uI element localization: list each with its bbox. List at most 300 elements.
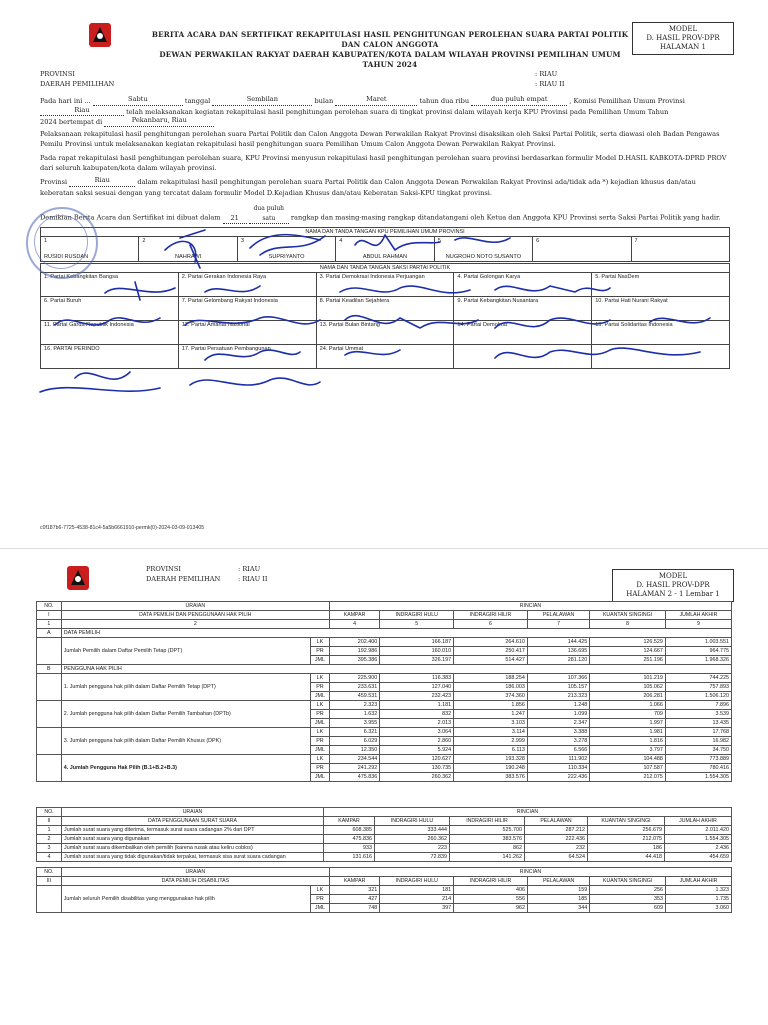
row-number-cell: 3 bbox=[37, 844, 62, 853]
col-rincian: RINCIAN bbox=[329, 602, 731, 611]
party-cell: 8. Partai Keadilan Sejahtera bbox=[316, 297, 454, 321]
text-komisi: , Komisi Pemilihan Umum Provinsi bbox=[569, 97, 685, 105]
col-kampar: KAMPAR bbox=[329, 877, 379, 886]
value-cell: 3.103 bbox=[454, 719, 528, 728]
section-number: III bbox=[37, 877, 62, 886]
table-row bbox=[37, 728, 732, 737]
gender-cell: PR bbox=[311, 737, 330, 746]
value-cell: 250.417 bbox=[454, 647, 528, 656]
value-cell: 374.360 bbox=[454, 692, 528, 701]
dapil-label-2: DAERAH PEMILIHAN bbox=[146, 575, 221, 583]
row-group-label: DATA PEMILIH bbox=[61, 629, 731, 638]
row-code: A bbox=[37, 629, 62, 638]
value-cell: 333.444 bbox=[375, 826, 450, 835]
value-cell: 1.323 bbox=[666, 886, 732, 895]
value-cell: 213.323 bbox=[527, 692, 589, 701]
col-pelalawan: PELALAWAN bbox=[527, 877, 589, 886]
party-cell: 1. Partai Kebangkitan Bangsa bbox=[41, 273, 179, 297]
party-cell: 10. Partai Hati Nurani Rakyat bbox=[592, 297, 730, 321]
row-number-cell bbox=[37, 638, 62, 665]
dapil-value-2: : RIAU II bbox=[238, 575, 268, 583]
value-cell: 6.321 bbox=[329, 728, 379, 737]
value-cell: 757.893 bbox=[665, 683, 731, 692]
text-bertempat: 2024 bertempat di bbox=[40, 118, 103, 127]
provinsi-label: PROVINSI bbox=[40, 70, 75, 78]
table-row bbox=[37, 701, 732, 710]
value-cell: 234.544 bbox=[329, 755, 379, 764]
value-cell: 256 bbox=[590, 886, 666, 895]
value-cell: 241.292 bbox=[329, 764, 379, 773]
col-uraian: URAIAN bbox=[62, 808, 324, 817]
row-group-label: PENGGUNA HAK PILIH bbox=[61, 665, 731, 674]
gender-cell: LK bbox=[311, 674, 330, 683]
col-indragiri-hilir: INDRAGIRI HILIR bbox=[450, 817, 525, 826]
value-cell: 454.659 bbox=[665, 853, 732, 862]
party-cell: 4. Partai Golongan Karya bbox=[454, 273, 592, 297]
value-cell: 212.075 bbox=[590, 773, 666, 782]
value-cell: 964.775 bbox=[665, 647, 731, 656]
row-number-cell bbox=[37, 674, 62, 701]
col-index: 5 bbox=[380, 620, 454, 629]
gender-cell: JML bbox=[311, 746, 330, 755]
rangkap-number: 21 bbox=[223, 214, 247, 225]
row-code: B bbox=[37, 665, 62, 674]
section-number: I bbox=[37, 611, 62, 620]
value-cell: 6.029 bbox=[329, 737, 379, 746]
provinsi-field-2: Riau bbox=[69, 176, 135, 187]
col-index: 6 bbox=[454, 620, 528, 629]
col-kuantan-singingi: KUANTAN SINGINGI bbox=[590, 877, 666, 886]
value-cell: 264.610 bbox=[454, 638, 528, 647]
section-title: DATA PEMILIH DISABILITAS bbox=[61, 877, 329, 886]
dapil-value: : RIAU II bbox=[535, 80, 565, 88]
value-cell: 13.435 bbox=[665, 719, 731, 728]
kpu-header: NAMA DAN TANDA TANGAN KPU PEMILIHAN UMUM PROVINSI bbox=[41, 228, 730, 237]
table-row bbox=[37, 844, 732, 853]
value-cell: 773.889 bbox=[665, 755, 731, 764]
row-number-cell bbox=[37, 701, 62, 728]
row-number-cell: 1 bbox=[37, 826, 62, 835]
value-cell: 192.986 bbox=[329, 647, 379, 656]
section-title: DATA PEMILIH DAN PENGGUNAAN HAK PILIH bbox=[61, 611, 329, 620]
value-cell: 5.924 bbox=[380, 746, 454, 755]
paragraph-rapat: Pada rapat rekapitulasi hasil penghitungan perolehan suara, KPU Provinsi menyusun rekapitulasi hasil penghitungan perolehan suara provinsi berdasarkan formulir Model D.HASIL KABKOTA-DPRD PROV dari seluruh kabupaten/kota dalam wilayah provinsi. bbox=[40, 154, 727, 172]
kpu-member-cell: 5 NUGROHO NOTO SUSANTO bbox=[434, 237, 532, 262]
value-cell: 3.064 bbox=[380, 728, 454, 737]
value-cell: 832 bbox=[380, 710, 454, 719]
text-rangkap: rangkap dan masing-masing rangkap ditandatangani oleh Ketua dan Anggota KPU Provinsi serta Saksi Partai Politik yang hadir. bbox=[290, 213, 721, 222]
tanggal-field: Sembilan bbox=[212, 95, 312, 106]
row-label: Jumlah seluruh Pemilih disabilitas yang menggunakan hak pilih bbox=[61, 886, 310, 913]
value-cell: 397 bbox=[380, 904, 454, 913]
value-cell: 185 bbox=[527, 895, 589, 904]
kpu-member-cell: 7 bbox=[631, 237, 729, 262]
party-cell: 7. Partai Gelombang Rakyat Indonesia bbox=[178, 297, 316, 321]
text-telah-melaksanakan: telah melaksanakan kegiatan rekapitulasi hasil penghitungan perolehan suara di tingkat provinsi dalam wilayah kerja KPU Provinsi pada Pemilihan Umum Tahun bbox=[126, 107, 669, 116]
paragraph-pelaksanaan: Pelaksanaan rekapitulasi hasil penghitungan perolehan suara Partai Politik dan Calon Anggota Dewan Perwakilan Rakyat Provinsi disaksikan oleh Saksi Partai Politik, serta diawasi oleh Badan Pengawas Pemilu Provinsi untuk melaksanakan kegiatan rekapitulasi hasil penghitungan suara Pemilihan Umum Calon Anggota Dewan Perwakilan Rakyat Provinsi. bbox=[40, 130, 720, 148]
saksi-header: NAMA DAN TANDA TANGAN SAKSI PARTAI POLITIK bbox=[41, 264, 730, 273]
value-cell: 1.247 bbox=[454, 710, 528, 719]
section-number: II bbox=[37, 817, 62, 826]
value-cell: 64.524 bbox=[525, 853, 588, 862]
kpu-member-cell: 3 SUPRIYANTO bbox=[237, 237, 335, 262]
rangkap-words: dua puluh satu bbox=[249, 204, 289, 224]
gender-cell: LK bbox=[311, 638, 330, 647]
value-cell: 514.427 bbox=[454, 656, 528, 665]
value-cell: 131.616 bbox=[324, 853, 375, 862]
value-cell: 406 bbox=[454, 886, 528, 895]
value-cell: 105.062 bbox=[590, 683, 666, 692]
value-cell: 214 bbox=[380, 895, 454, 904]
value-cell: 188.254 bbox=[454, 674, 528, 683]
row-number-cell bbox=[37, 886, 62, 913]
value-cell: 1.248 bbox=[527, 701, 589, 710]
col-index: 7 bbox=[527, 620, 589, 629]
model-page: HALAMAN 1 bbox=[660, 43, 706, 51]
value-cell: 232.423 bbox=[380, 692, 454, 701]
col-kuantan-singingi: KUANTAN SINGINGI bbox=[590, 611, 666, 620]
section-title: DATA PENGGUNAAN SURAT SUARA bbox=[62, 817, 324, 826]
value-cell: 105.157 bbox=[527, 683, 589, 692]
value-cell: 12.350 bbox=[329, 746, 379, 755]
gender-cell: JML bbox=[311, 656, 330, 665]
col-indragiri-hilir: INDRAGIRI HILIR bbox=[454, 611, 528, 620]
col-index: 2 bbox=[61, 620, 329, 629]
value-cell: 260.362 bbox=[380, 773, 454, 782]
value-cell: 251.196 bbox=[590, 656, 666, 665]
value-cell: 933 bbox=[324, 844, 375, 853]
value-cell: 1.981 bbox=[590, 728, 666, 737]
value-cell: 222.436 bbox=[525, 835, 588, 844]
value-cell: 144.425 bbox=[527, 638, 589, 647]
col-uraian: URAIAN bbox=[61, 868, 329, 877]
value-cell: 962 bbox=[454, 904, 528, 913]
kpu-member-cell: 1 RUSIDI RUSDAN bbox=[41, 237, 139, 262]
bulan-field: Maret bbox=[335, 95, 417, 106]
table-row bbox=[37, 886, 732, 895]
model-box-2 bbox=[612, 569, 734, 602]
col-index: 4 bbox=[329, 620, 379, 629]
row-number-cell bbox=[37, 755, 62, 782]
col-no: NO. bbox=[37, 868, 62, 877]
value-cell: 287.212 bbox=[525, 826, 588, 835]
value-cell: 116.383 bbox=[380, 674, 454, 683]
value-cell: 72.839 bbox=[375, 853, 450, 862]
gender-cell: PR bbox=[311, 710, 330, 719]
col-index: 9 bbox=[665, 620, 731, 629]
party-cell: 13. Partai Bulan Bintang bbox=[316, 321, 454, 345]
value-cell: 127.040 bbox=[380, 683, 454, 692]
kpu-member-cell: 6 bbox=[533, 237, 631, 262]
value-cell: 126.529 bbox=[590, 638, 666, 647]
value-cell: 2.347 bbox=[527, 719, 589, 728]
value-cell: 1.506.120 bbox=[665, 692, 731, 701]
value-cell: 212.075 bbox=[588, 835, 665, 844]
value-cell: 225.900 bbox=[329, 674, 379, 683]
value-cell: 34.750 bbox=[665, 746, 731, 755]
value-cell: 281.120 bbox=[527, 656, 589, 665]
gender-cell: JML bbox=[311, 773, 330, 782]
gender-cell: JML bbox=[311, 904, 330, 913]
value-cell: 475.836 bbox=[324, 835, 375, 844]
col-pelalawan: PELALAWAN bbox=[527, 611, 589, 620]
kpu-member-name: ABDUL RAHMAN bbox=[362, 254, 408, 260]
tempat-field: Pekanbaru, Riau bbox=[104, 116, 214, 127]
party-cell: 15. Partai Solidaritas Indonesia bbox=[592, 321, 730, 345]
party-cell: 5. Partai NasDem bbox=[592, 273, 730, 297]
col-jumlah-akhir: JUMLAH AKHIR bbox=[666, 877, 732, 886]
model-code-2: D. HASIL PROV-DPR bbox=[636, 581, 710, 589]
col-no: NO. bbox=[37, 602, 62, 611]
table-row bbox=[37, 755, 732, 764]
col-pelalawan: PELALAWAN bbox=[525, 817, 588, 826]
table-row bbox=[37, 638, 732, 647]
value-cell: 186.003 bbox=[454, 683, 528, 692]
value-cell: 107.587 bbox=[590, 764, 666, 773]
col-rincian: RINCIAN bbox=[329, 868, 731, 877]
party-cell: 6. Partai Buruh bbox=[41, 297, 179, 321]
value-cell: 1.997 bbox=[590, 719, 666, 728]
value-cell: 2.323 bbox=[329, 701, 379, 710]
table-section-2 bbox=[36, 807, 732, 862]
value-cell: 2.860 bbox=[380, 737, 454, 746]
sheet-page-2 bbox=[0, 548, 768, 1025]
model-page-2: HALAMAN 2 - 1 Lembar 1 bbox=[626, 590, 720, 598]
gender-cell: LK bbox=[311, 886, 330, 895]
model-label: MODEL bbox=[668, 25, 698, 33]
value-cell: 107.366 bbox=[527, 674, 589, 683]
col-kampar: KAMPAR bbox=[324, 817, 375, 826]
row-label: 2. Jumlah pengguna hak pilih dalam Daftar Pemilih Tambahan (DPTb) bbox=[61, 701, 310, 728]
value-cell: 120.627 bbox=[380, 755, 454, 764]
col-indragiri-hulu: INDRAGIRI HULU bbox=[380, 611, 454, 620]
value-cell: 16.982 bbox=[665, 737, 731, 746]
value-cell: 130.735 bbox=[380, 764, 454, 773]
value-cell: 17.768 bbox=[665, 728, 731, 737]
value-cell: 1.003.551 bbox=[665, 638, 731, 647]
value-cell: 233.631 bbox=[329, 683, 379, 692]
value-cell: 344 bbox=[527, 904, 589, 913]
col-indragiri-hulu: INDRAGIRI HULU bbox=[380, 877, 454, 886]
value-cell: 223 bbox=[375, 844, 450, 853]
col-indragiri-hilir: INDRAGIRI HILIR bbox=[454, 877, 528, 886]
value-cell: 395.386 bbox=[329, 656, 379, 665]
model-label-2: MODEL bbox=[658, 572, 688, 580]
row-label: 3. Jumlah pengguna hak pilih dalam Daftar Pemilih Khusus (DPK) bbox=[61, 728, 310, 755]
value-cell: 124.667 bbox=[590, 647, 666, 656]
value-cell: 609 bbox=[590, 904, 666, 913]
value-cell: 709 bbox=[590, 710, 666, 719]
value-cell: 166.187 bbox=[380, 638, 454, 647]
party-cell: 17. Partai Persatuan Pembangunan bbox=[178, 345, 316, 369]
value-cell: 1.099 bbox=[527, 710, 589, 719]
document-hash: c0f187b6-7725-4538-81c4-5a5b6661910-permk(0)-2024-03-09-013405 bbox=[40, 525, 205, 531]
hari-field: Sabtu bbox=[93, 95, 183, 106]
table-row bbox=[37, 853, 732, 862]
col-jumlah-akhir: JUMLAH AKHIR bbox=[665, 611, 731, 620]
kpu-member-name: SUPRIYANTO bbox=[268, 254, 305, 260]
kpu-member-name: NAHRAWI bbox=[175, 254, 202, 260]
kpu-member-name: RUSIDI RUSDAN bbox=[44, 254, 89, 260]
value-cell: 1.816 bbox=[590, 737, 666, 746]
row-label: Jumlah surat suara yang tidak digunakan/tidak terpakai, termasuk sisa surat suara cadangan bbox=[62, 853, 324, 862]
value-cell: 141.262 bbox=[450, 853, 525, 862]
provinsi-label-2: PROVINSI bbox=[146, 565, 181, 573]
value-cell: 3.388 bbox=[527, 728, 589, 737]
text-demikian: Demikian Berita Acara dan Sertifikat ini dibuat dalam bbox=[40, 213, 221, 222]
value-cell: 748 bbox=[329, 904, 379, 913]
provinsi-value: : RIAU bbox=[535, 70, 558, 78]
value-cell: 136.695 bbox=[527, 647, 589, 656]
gender-cell: LK bbox=[311, 728, 330, 737]
value-cell: 44.418 bbox=[588, 853, 665, 862]
title-line-2: DEWAN PERWAKILAN RAKYAT DAERAH KABUPATEN/KOTA DALAM WILAYAH PROVINSI PEMILIHAN UMUM TAHUN 2024 bbox=[159, 50, 621, 69]
value-cell: 321 bbox=[329, 886, 379, 895]
value-cell: 3.278 bbox=[527, 737, 589, 746]
party-cell: 11. Partai Garda Republik Indonesia bbox=[41, 321, 179, 345]
col-uraian: URAIAN bbox=[61, 602, 329, 611]
party-cell: 2. Partai Gerakan Indonesia Raya bbox=[178, 273, 316, 297]
gender-cell: PR bbox=[311, 764, 330, 773]
gender-cell: LK bbox=[311, 755, 330, 764]
value-cell: 111.902 bbox=[527, 755, 589, 764]
value-cell: 353 bbox=[590, 895, 666, 904]
value-cell: 110.334 bbox=[527, 764, 589, 773]
title-line-1: BERITA ACARA DAN SERTIFIKAT REKAPITULASI HASIL PENGHITUNGAN PEROLEHAN SUARA PARTAI POLITIK DAN CALON ANGGOTA bbox=[151, 30, 629, 49]
value-cell: 160.010 bbox=[380, 647, 454, 656]
row-label: Jumlah surat suara yang diterima, termasuk surat suara cadangan 2% dari DPT bbox=[62, 826, 324, 835]
value-cell: 260.362 bbox=[375, 835, 450, 844]
row-label: Jumlah surat suara dikembalikan oleh pemilih (karena rusak atau keliru coblos) bbox=[62, 844, 324, 853]
row-number-cell bbox=[37, 728, 62, 755]
col-kuantan-singingi: KUANTAN SINGINGI bbox=[588, 817, 665, 826]
kpu-logo-icon bbox=[66, 565, 90, 591]
value-cell: 3.955 bbox=[329, 719, 379, 728]
value-cell: 1.632 bbox=[329, 710, 379, 719]
value-cell: 1.735 bbox=[666, 895, 732, 904]
value-cell: 104.488 bbox=[590, 755, 666, 764]
row-label: Jumlah surat suara yang digunakan bbox=[62, 835, 324, 844]
value-cell: 326.197 bbox=[380, 656, 454, 665]
value-cell: 232 bbox=[525, 844, 588, 853]
value-cell: 525.700 bbox=[450, 826, 525, 835]
row-label: 1. Jumlah pengguna hak pilih dalam Daftar Pemilih Tetap (DPT) bbox=[61, 674, 310, 701]
value-cell: 744.225 bbox=[665, 674, 731, 683]
provinsi-value-2: : RIAU bbox=[238, 565, 261, 573]
gender-cell: JML bbox=[311, 692, 330, 701]
col-index: 8 bbox=[590, 620, 666, 629]
table-section-3 bbox=[36, 867, 732, 913]
kpu-member-cell: 4 ABDUL RAHMAN bbox=[336, 237, 434, 262]
value-cell: 206.281 bbox=[590, 692, 666, 701]
dapil-label: DAERAH PEMILIHAN bbox=[40, 80, 115, 88]
value-cell: 1.968.326 bbox=[665, 656, 731, 665]
value-cell: 556 bbox=[454, 895, 528, 904]
value-cell: 2.011.420 bbox=[665, 826, 732, 835]
text-pada-hari: Pada hari ini ... bbox=[40, 97, 91, 105]
value-cell: 101.219 bbox=[590, 674, 666, 683]
gender-cell: JML bbox=[311, 719, 330, 728]
provinsi-field: Riau bbox=[40, 106, 124, 117]
value-cell: 862 bbox=[450, 844, 525, 853]
value-cell: 383.576 bbox=[454, 773, 528, 782]
value-cell: 1.554.305 bbox=[665, 773, 731, 782]
value-cell: 3.060 bbox=[666, 904, 732, 913]
col-no: NO. bbox=[37, 808, 62, 817]
value-cell: 6.113 bbox=[454, 746, 528, 755]
value-cell: 1.856 bbox=[454, 701, 528, 710]
value-cell: 608.385 bbox=[324, 826, 375, 835]
value-cell: 202.400 bbox=[329, 638, 379, 647]
text-rekapitulasi: dalam rekapitulasi hasil penghitungan perolehan suara Partai Politik dan Calon Anggota Dewan Perwakilan Rakyat Provinsi ada/tidak ada *) kejadian khusus dan/atau keberatan saksi sesuai dengan yang tercatat dalam formulir Model D.Kejadian Khusus dan/atau Keberatan Saksi-KPU tingkat provinsi. bbox=[40, 178, 696, 197]
text-tahun: tahun dua ribu bbox=[419, 97, 470, 105]
value-cell: 256.679 bbox=[588, 826, 665, 835]
col-kampar: KAMPAR bbox=[329, 611, 379, 620]
value-cell: 6.566 bbox=[527, 746, 589, 755]
model-code: D. HASIL PROV-DPR bbox=[646, 34, 720, 42]
row-number-cell: 4 bbox=[37, 853, 62, 862]
value-cell: 1.554.305 bbox=[665, 835, 732, 844]
table-section-1 bbox=[36, 601, 732, 782]
value-cell: 2.999 bbox=[454, 737, 528, 746]
text-bulan: bulan bbox=[314, 97, 334, 105]
tahun-field: dua puluh empat bbox=[471, 95, 567, 106]
table-row bbox=[37, 826, 732, 835]
value-cell: 383.576 bbox=[450, 835, 525, 844]
value-cell: 1.066 bbox=[590, 701, 666, 710]
table-row bbox=[37, 835, 732, 844]
party-cell: 9. Partai Kebangkitan Nusantara bbox=[454, 297, 592, 321]
row-label: Jumlah Pemilih dalam Daftar Pemilih Tetap (DPT) bbox=[61, 638, 310, 665]
value-cell: 459.531 bbox=[329, 692, 379, 701]
col-indragiri-hulu: INDRAGIRI HULU bbox=[375, 817, 450, 826]
col-index: 1 bbox=[37, 620, 62, 629]
value-cell: 3.114 bbox=[454, 728, 528, 737]
col-rincian: RINCIAN bbox=[324, 808, 732, 817]
party-cell: 3. Partai Demokrasi Indonesia Perjuangan bbox=[316, 273, 454, 297]
gender-cell: PR bbox=[311, 895, 330, 904]
col-jumlah-akhir: JUMLAH AKHIR bbox=[665, 817, 732, 826]
party-cell: 12. Partai Amanat Nasional bbox=[178, 321, 316, 345]
text-tanggal: tanggal bbox=[184, 97, 211, 105]
gender-cell: PR bbox=[311, 683, 330, 692]
text-provinsi: Provinsi bbox=[40, 178, 68, 186]
kpu-member-name: NUGROHO NOTO SUSANTO bbox=[445, 254, 522, 260]
value-cell: 3.797 bbox=[590, 746, 666, 755]
kpu-member-cell: 2 NAHRAWI bbox=[139, 237, 237, 262]
party-cell: 16. PARTAI PERINDO bbox=[41, 345, 179, 369]
gender-cell: PR bbox=[311, 647, 330, 656]
value-cell: 2.013 bbox=[380, 719, 454, 728]
gender-cell: LK bbox=[311, 701, 330, 710]
value-cell: 159 bbox=[527, 886, 589, 895]
value-cell: 1.181 bbox=[380, 701, 454, 710]
value-cell: 190.248 bbox=[454, 764, 528, 773]
value-cell: 2.436 bbox=[665, 844, 732, 853]
value-cell: 3.539 bbox=[665, 710, 731, 719]
value-cell: 7.896 bbox=[665, 701, 731, 710]
row-label: 4. Jumlah Pengguna Hak Pilih (B.1+B.2+B.3) bbox=[61, 755, 310, 782]
value-cell: 780.416 bbox=[665, 764, 731, 773]
value-cell: 222.436 bbox=[527, 773, 589, 782]
value-cell: 427 bbox=[329, 895, 379, 904]
row-number-cell: 2 bbox=[37, 835, 62, 844]
value-cell: 186 bbox=[588, 844, 665, 853]
party-cell: 14. Partai Demokrat bbox=[454, 321, 592, 345]
party-cell: 24. Partai Ummat bbox=[316, 345, 454, 369]
value-cell: 475.836 bbox=[329, 773, 379, 782]
value-cell: 193.328 bbox=[454, 755, 528, 764]
